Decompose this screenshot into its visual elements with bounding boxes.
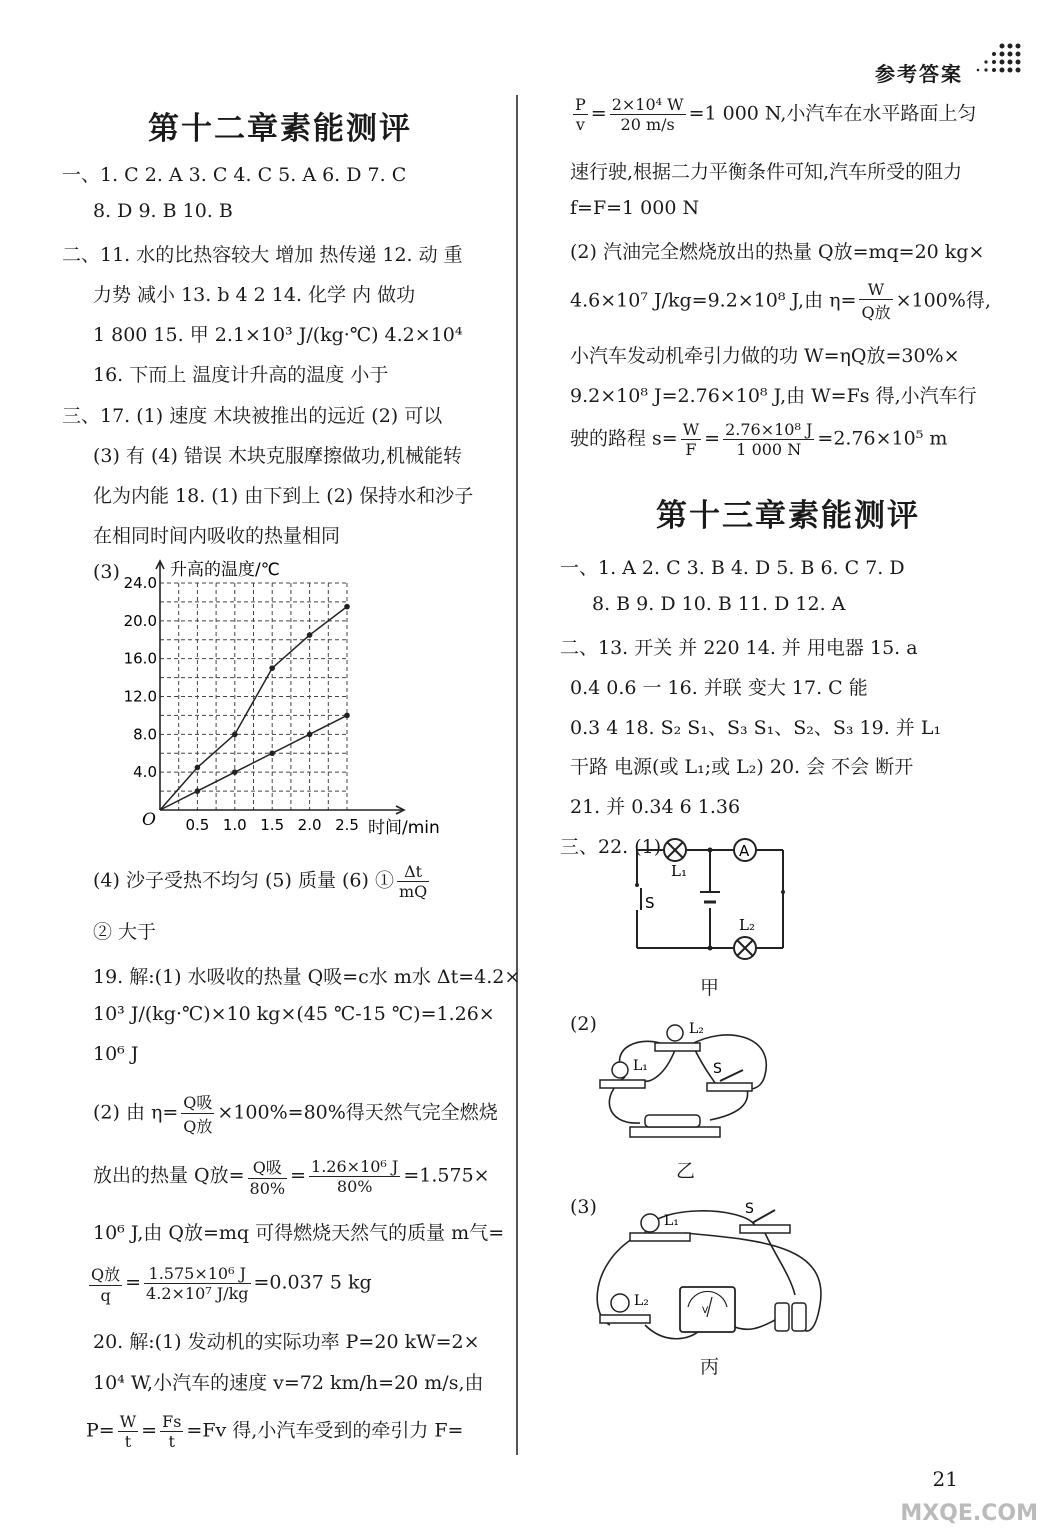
answer-line: 小汽车发动机牵引力做的功 W=ηQ放=30%× (570, 345, 960, 367)
x-tick-label: 1.5 (260, 816, 285, 834)
fraction (573, 95, 588, 134)
column-divider (516, 95, 518, 1455)
answer-text: = (290, 1164, 307, 1187)
denominator: v (575, 115, 585, 134)
figure-caption: 丙 (700, 1356, 720, 1378)
data-point (195, 788, 201, 794)
answer-line (93, 1090, 498, 1137)
answer-line (570, 420, 947, 459)
answer-line: 1 800 15. 甲 2.1×10³ J/(kg·℃) 4.2×10⁴ (93, 324, 463, 346)
answer-text: = (704, 427, 721, 450)
chapter-13-title: 第十三章素能测评 (656, 498, 920, 534)
x-tick-label: 0.5 (185, 816, 210, 834)
answer-line: 力势 减小 13. b 4 2 14. 化学 内 做功 (93, 284, 416, 306)
wiring-sketch-bing (590, 1195, 830, 1350)
answer-text: (4) 沙子受热不均匀 (5) 质量 (6) ① (93, 869, 394, 892)
answer-line (86, 1412, 463, 1451)
data-point (307, 732, 313, 738)
figure-caption: 乙 (676, 1160, 696, 1182)
fraction (160, 1412, 183, 1451)
chart-origin-label: O (142, 810, 156, 830)
answer-line: 三、22. (1) (560, 836, 662, 858)
x-tick-label: 1.0 (222, 816, 247, 834)
graph-part-label: (3) (93, 561, 120, 583)
switch-label: S (745, 1201, 754, 1217)
y-tick-label: 16.0 (123, 649, 157, 668)
answer-text: = (590, 102, 607, 125)
numerator: W (859, 280, 892, 300)
numerator: 1.575×10⁶ J (144, 1264, 250, 1284)
answer-line: 10⁴ W,小汽车的速度 v=72 km/h=20 m/s,由 (93, 1372, 484, 1394)
answer-text: P= (86, 1419, 115, 1442)
answer-text: 4.6×10⁷ J/kg=9.2×10⁸ J,由 η= (570, 289, 857, 312)
denominator: 80% (336, 1177, 373, 1196)
answer-line: 8. B 9. D 10. B 11. D 12. A (592, 593, 846, 615)
fraction (610, 95, 686, 134)
temperature-chart (120, 555, 460, 845)
data-point (269, 665, 275, 671)
answer-line: 9.2×10⁸ J=2.76×10⁸ J,由 W=Fs 得,小汽车行 (570, 385, 977, 407)
numerator: P (575, 95, 586, 114)
y-tick-label: 24.0 (123, 574, 157, 592)
denominator: mQ (398, 882, 428, 901)
answer-line: 一、1. C 2. A 3. C 4. C 5. A 6. D 7. C (62, 164, 407, 186)
numerator: W (682, 420, 700, 439)
denominator: 80% (249, 1179, 286, 1198)
circuit-diagram-jia (625, 830, 795, 970)
numerator: 2×10⁴ W (611, 95, 684, 114)
data-point (344, 713, 350, 719)
numerator: Δt (397, 862, 429, 882)
data-point (195, 765, 201, 771)
answer-line: 10⁶ J,由 Q放=mq 可得燃烧天然气的质量 m气= (93, 1222, 505, 1244)
answer-line: 在相同时间内吸收的热量相同 (93, 525, 341, 547)
page-number: 21 (932, 1467, 958, 1491)
lamp-l2-label: L₂ (739, 916, 755, 934)
answer-line (570, 95, 976, 134)
y-tick-label: 8.0 (133, 725, 157, 744)
left-column (60, 95, 500, 162)
chart-y-label: 升高的温度/℃ (170, 560, 280, 580)
answer-line: 速行驶,根据二力平衡条件可知,汽车所受的阻力 (570, 161, 963, 183)
answer-line: (3) 有 (4) 错误 木块克服摩擦做功,机械能转 (93, 445, 463, 467)
answer-text: ×100%=80%得天然气完全燃烧 (217, 1101, 498, 1124)
fraction (89, 1262, 122, 1305)
answer-text: =1 000 N,小汽车在水平路面上匀 (688, 102, 977, 125)
ammeter-label: A (739, 842, 750, 860)
answer-line: 21. 并 0.34 6 1.36 (570, 796, 741, 818)
numerator: Q吸 (181, 1090, 214, 1114)
answer-line (570, 280, 991, 323)
fraction (144, 1264, 250, 1303)
answer-line: 干路 电源(或 L₁;或 L₂) 20. 会 不会 断开 (570, 756, 914, 778)
fraction (309, 1157, 400, 1196)
dots-ornament-icon (966, 40, 1026, 80)
answer-text: =Fv 得,小汽车受到的牵引力 F= (186, 1419, 464, 1442)
y-tick-label: 20.0 (123, 611, 157, 630)
y-tick-label: 12.0 (123, 687, 157, 706)
answer-text: =0.037 5 kg (253, 1271, 372, 1294)
lamp-l2-label: L₂ (634, 1293, 649, 1309)
data-point (307, 632, 313, 638)
denominator: t (168, 1432, 175, 1451)
fraction (181, 1090, 214, 1137)
answer-line: 8. D 9. B 10. B (93, 200, 233, 222)
header-label: 参考答案 (875, 62, 963, 86)
answer-text: =2.76×10⁵ m (817, 427, 948, 450)
denominator: q (100, 1286, 111, 1305)
denominator: 4.2×10⁷ J/kg (146, 1284, 249, 1303)
answer-text: = (125, 1271, 142, 1294)
answer-text: 放出的热量 Q放= (93, 1164, 245, 1187)
chart-x-label: 时间/min (368, 818, 440, 838)
fraction (118, 1412, 138, 1451)
answer-line: 19. 解:(1) 水吸收的热量 Q吸=c水 m水 Δt=4.2× (93, 966, 521, 988)
answer-line: 0.4 0.6 一 16. 并联 变大 17. C 能 (570, 677, 868, 699)
part-label: (2) (570, 1013, 597, 1035)
answer-line: 16. 下而上 温度计升高的温度 小于 (93, 364, 389, 386)
part-label: (3) (570, 1196, 597, 1218)
answer-line (93, 862, 432, 901)
numerator: Q放 (89, 1262, 122, 1286)
answer-line: (2) 汽油完全燃烧放出的热量 Q放=mq=20 kg× (570, 241, 985, 263)
answer-line (93, 1155, 490, 1198)
answer-text: =1.575× (403, 1164, 490, 1187)
answer-line: 20. 解:(1) 发动机的实际功率 P=20 kW=2× (93, 1331, 480, 1353)
lamp-l2-label: L₂ (689, 1021, 704, 1037)
numerator: 1.26×10⁶ J (311, 1157, 399, 1176)
fraction (248, 1155, 288, 1198)
data-point (232, 769, 238, 775)
fraction (859, 280, 892, 323)
switch-label: S (713, 1061, 722, 1077)
answer-line: 二、11. 水的比热容较大 增加 热传递 12. 动 重 (62, 244, 463, 266)
data-point (269, 750, 275, 756)
answer-line: 0.3 4 18. S₂ S₁、S₃ S₁、S₂、S₃ 19. 并 L₁ (570, 717, 942, 739)
voltmeter-label: V (702, 1306, 709, 1316)
answer-text: (2) 由 η= (93, 1101, 179, 1124)
watermark: MXQE.COM (900, 1501, 1038, 1526)
denominator: 20 m/s (620, 115, 675, 134)
x-tick-label: 2.5 (335, 816, 359, 834)
chapter-12-title: 第十二章素能测评 (148, 111, 412, 147)
answer-line: 一、1. A 2. C 3. B 4. D 5. B 6. C 7. D (560, 557, 905, 579)
chapter-13-header (558, 482, 1018, 549)
fraction (681, 420, 701, 459)
answer-line: 10⁶ J (93, 1043, 139, 1065)
switch-label: S (645, 894, 655, 912)
denominator: 1 000 N (736, 440, 802, 459)
answer-line: f=F=1 000 N (570, 197, 700, 219)
fraction (723, 420, 814, 459)
denominator: Q放 (183, 1117, 213, 1136)
numerator: W (119, 1412, 137, 1431)
answer-line (86, 1262, 372, 1305)
numerator: Q吸 (248, 1155, 288, 1179)
lamp-l1-label: L₁ (671, 862, 687, 880)
x-tick-label: 2.0 (297, 816, 322, 834)
denominator: F (685, 440, 697, 459)
answer-line: 三、17. (1) 速度 木块被推出的远近 (2) 可以 (62, 405, 443, 427)
fraction (397, 862, 429, 901)
answer-line: 化为内能 18. (1) 由下到上 (2) 保持水和沙子 (93, 485, 474, 507)
data-point (344, 604, 350, 610)
lamp-l1-label: L₁ (633, 1058, 648, 1074)
y-tick-label: 4.0 (133, 763, 157, 782)
answer-text: 驶的路程 s= (570, 427, 678, 450)
numerator: 2.76×10⁸ J (725, 420, 813, 439)
answer-text: = (141, 1419, 158, 1442)
lamp-l1-label: L₁ (664, 1213, 679, 1229)
denominator: t (124, 1432, 132, 1451)
wiring-sketch-yi (595, 1015, 785, 1155)
answer-line: 二、13. 开关 并 220 14. 并 用电器 15. a (560, 637, 918, 659)
numerator: Fs (162, 1412, 182, 1431)
answer-line: ② 大于 (93, 921, 157, 943)
answer-line: 10³ J/(kg·℃)×10 kg×(45 ℃-15 ℃)=1.26× (93, 1003, 495, 1025)
denominator: Q放 (861, 303, 891, 322)
data-point (232, 732, 238, 738)
answer-text: ×100%得, (895, 289, 991, 312)
figure-caption: 甲 (700, 977, 720, 999)
